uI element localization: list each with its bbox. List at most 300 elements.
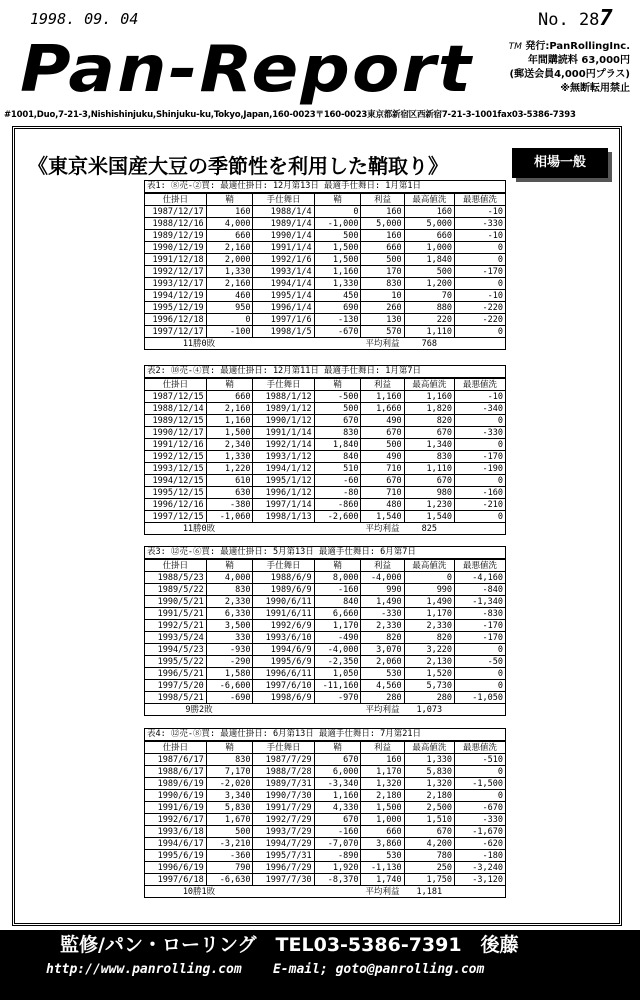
table-cell: 1,170 xyxy=(404,608,454,620)
summary-blank xyxy=(253,704,361,716)
table-cell: 5,000 xyxy=(361,218,404,230)
table-cell: 660 xyxy=(206,391,253,403)
average-profit-value: 1,073 xyxy=(416,704,443,715)
table-cell: 0 xyxy=(455,668,505,680)
table-cell: 1994/12/19 xyxy=(145,290,206,302)
column-header: 最悪値洗 xyxy=(455,742,505,754)
column-header: 手仕舞日 xyxy=(253,379,314,391)
table-row xyxy=(145,403,505,415)
table-cell: 670 xyxy=(314,415,361,427)
table-cell: -1,050 xyxy=(455,692,505,704)
table-cell: 660 xyxy=(361,826,404,838)
table-cell: 1993/7/29 xyxy=(253,826,314,838)
table-cell: 1988/6/9 xyxy=(253,572,314,584)
table-cell: 0 xyxy=(455,254,505,266)
table-cell: 2,130 xyxy=(404,656,454,668)
table-cell: 830 xyxy=(314,427,361,439)
spread-table-4 xyxy=(144,728,506,898)
table-cell: -1,000 xyxy=(314,218,361,230)
table-cell: 1993/12/15 xyxy=(145,463,206,475)
summary-row xyxy=(145,523,505,535)
table-cell: -2,350 xyxy=(314,656,361,668)
table-cell: 2,060 xyxy=(361,656,404,668)
table-row xyxy=(145,850,505,862)
table-cell: 1994/6/17 xyxy=(145,838,206,850)
table-cell: 0 xyxy=(206,314,253,326)
table-cell: 280 xyxy=(404,692,454,704)
table-cell: -190 xyxy=(455,463,505,475)
table-cell: 5,830 xyxy=(404,766,454,778)
table-cell: -170 xyxy=(455,632,505,644)
table-cell: 1,330 xyxy=(206,266,253,278)
win-loss-record: 11勝0敗 xyxy=(182,523,216,534)
table-cell: 130 xyxy=(361,314,404,326)
table-cell: 710 xyxy=(361,463,404,475)
table-cell: -970 xyxy=(314,692,361,704)
summary-blank xyxy=(455,523,505,535)
table-cell: 1996/6/19 xyxy=(145,862,206,874)
table-cell: 1990/6/19 xyxy=(145,790,206,802)
table-cell: 1996/5/21 xyxy=(145,668,206,680)
table-cell: 1988/1/4 xyxy=(253,206,314,218)
table-cell: 1993/12/17 xyxy=(145,278,206,290)
table-cell: 610 xyxy=(206,475,253,487)
table-cell: 500 xyxy=(404,266,454,278)
table-cell: 160 xyxy=(361,754,404,766)
table-cell: -160 xyxy=(455,487,505,499)
table-row xyxy=(145,778,505,790)
table-cell: 1996/12/16 xyxy=(145,499,206,511)
table-cell: 1992/1/6 xyxy=(253,254,314,266)
table-row xyxy=(145,596,505,608)
table-cell: -6,600 xyxy=(206,680,253,692)
table-cell: -930 xyxy=(206,644,253,656)
table-cell: 1991/12/18 xyxy=(145,254,206,266)
table-row xyxy=(145,608,505,620)
average-profit-value: 825 xyxy=(421,523,438,534)
supervision-line: 監修/パン・ローリング TEL03-5386-7391 後藤 xyxy=(60,934,519,956)
table-cell: 1996/12/18 xyxy=(145,314,206,326)
table-cell: 1,820 xyxy=(404,403,454,415)
table-cell: 1,500 xyxy=(314,242,361,254)
table-cell: 1,750 xyxy=(404,874,454,886)
table-cell: 1992/5/21 xyxy=(145,620,206,632)
table-cell: 1992/6/9 xyxy=(253,620,314,632)
table-cell: 2,340 xyxy=(206,439,253,451)
table-cell: 3,220 xyxy=(404,644,454,656)
column-header: 最高値洗 xyxy=(404,379,454,391)
table-cell: -2,020 xyxy=(206,778,253,790)
win-loss-record: 10勝1敗 xyxy=(182,886,216,897)
table-cell: 1994/1/4 xyxy=(253,278,314,290)
column-header: 鞘 xyxy=(206,742,253,754)
table-row xyxy=(145,218,505,230)
table-cell: -10 xyxy=(455,290,505,302)
table-row xyxy=(145,451,505,463)
table-cell: 2,500 xyxy=(404,802,454,814)
table-cell: 0 xyxy=(455,475,505,487)
table-cell: 1990/12/19 xyxy=(145,242,206,254)
table-cell: 880 xyxy=(404,302,454,314)
table-row xyxy=(145,754,505,766)
table-cell: 980 xyxy=(404,487,454,499)
table-cell: 1,330 xyxy=(314,278,361,290)
table-row xyxy=(145,439,505,451)
table-cell: 1,580 xyxy=(206,668,253,680)
column-header: 手仕舞日 xyxy=(253,742,314,754)
table-cell: 1995/5/22 xyxy=(145,656,206,668)
column-header: 仕掛日 xyxy=(145,194,206,206)
table-row xyxy=(145,266,505,278)
table-cell: 1997/1/6 xyxy=(253,314,314,326)
table-cell: -830 xyxy=(455,608,505,620)
table-cell: 1,160 xyxy=(361,391,404,403)
table-cell: 1993/5/24 xyxy=(145,632,206,644)
table-cell: 0 xyxy=(455,326,505,338)
table-cell: 1994/12/15 xyxy=(145,475,206,487)
table-cell: 490 xyxy=(361,451,404,463)
table-cell: 1990/1/12 xyxy=(253,415,314,427)
table-cell: 1,000 xyxy=(361,814,404,826)
summary-row xyxy=(145,704,505,716)
table-cell: 1,110 xyxy=(404,463,454,475)
table-cell: 1,220 xyxy=(206,463,253,475)
table-row xyxy=(145,620,505,632)
table-cell: 1989/1/4 xyxy=(253,218,314,230)
summary-blank xyxy=(455,338,505,350)
table-cell: 1987/12/15 xyxy=(145,391,206,403)
table-row xyxy=(145,656,505,668)
table-cell: 660 xyxy=(404,230,454,242)
table-cell: -3,120 xyxy=(455,874,505,886)
table-cell: 1997/12/15 xyxy=(145,511,206,523)
table-cell: 4,000 xyxy=(206,218,253,230)
table-cell: 830 xyxy=(404,451,454,463)
table-cell: -380 xyxy=(206,499,253,511)
average-profit-value: 1,181 xyxy=(416,886,443,897)
table-cell: 1992/12/17 xyxy=(145,266,206,278)
summary-blank xyxy=(253,523,361,535)
table-cell: -330 xyxy=(455,427,505,439)
table-cell: 1,170 xyxy=(314,620,361,632)
table-cell: 1988/12/16 xyxy=(145,218,206,230)
table-cell: 1989/6/19 xyxy=(145,778,206,790)
table-cell: 1,330 xyxy=(206,451,253,463)
table-row xyxy=(145,814,505,826)
table-cell: 0 xyxy=(314,206,361,218)
table-cell: 840 xyxy=(314,596,361,608)
table-cell: 1989/1/12 xyxy=(253,403,314,415)
table-cell: 1994/5/23 xyxy=(145,644,206,656)
table-cell: 1,670 xyxy=(206,814,253,826)
column-header: 仕掛日 xyxy=(145,560,206,572)
table-cell: -170 xyxy=(455,266,505,278)
table-cell: 4,200 xyxy=(404,838,454,850)
table-cell: 0 xyxy=(455,511,505,523)
table-cell: 1,500 xyxy=(206,427,253,439)
table-cell: -890 xyxy=(314,850,361,862)
table-cell: 1,320 xyxy=(404,778,454,790)
table-row xyxy=(145,391,505,403)
article-title: 《東京米国産大豆の季節性を利用した鞘取り》 xyxy=(28,154,448,178)
average-profit-value: 768 xyxy=(421,338,438,349)
publisher-name: 発行:PanRollingInc. xyxy=(525,41,630,52)
table-cell: -3,210 xyxy=(206,838,253,850)
table-cell: 1998/1/13 xyxy=(253,511,314,523)
table-cell: 1,320 xyxy=(361,778,404,790)
table-cell: -330 xyxy=(455,218,505,230)
average-profit-label: 平均利益 xyxy=(365,704,400,715)
table-cell: 820 xyxy=(361,632,404,644)
table-cell: 1,540 xyxy=(404,511,454,523)
table-row xyxy=(145,499,505,511)
table-cell: 840 xyxy=(314,451,361,463)
email-link[interactable]: E-mail; goto@panrolling.com xyxy=(272,962,485,977)
table-cell: -330 xyxy=(361,608,404,620)
table-cell: -50 xyxy=(455,656,505,668)
table-cell: 1994/7/29 xyxy=(253,838,314,850)
table-cell: 1,490 xyxy=(361,596,404,608)
table-row xyxy=(145,766,505,778)
column-header: 最悪値洗 xyxy=(455,379,505,391)
column-header-row xyxy=(145,742,505,754)
table-cell: 2,330 xyxy=(361,620,404,632)
column-header: 鞘 xyxy=(314,379,361,391)
table-cell: 1993/6/10 xyxy=(253,632,314,644)
table-row xyxy=(145,314,505,326)
table-cell: -2,600 xyxy=(314,511,361,523)
table-cell: 500 xyxy=(361,254,404,266)
table-cell: 1,160 xyxy=(314,266,361,278)
table-cell: -210 xyxy=(455,499,505,511)
table-cell: 670 xyxy=(314,754,361,766)
table-row xyxy=(145,278,505,290)
table-cell: -10 xyxy=(455,206,505,218)
table-cell: 1996/1/4 xyxy=(253,302,314,314)
table-cell: 220 xyxy=(404,314,454,326)
table-cell: -100 xyxy=(206,326,253,338)
table-cell: 1991/6/19 xyxy=(145,802,206,814)
address-line: #1001,Duo,7-21-3,Nishishinjuku,Shinjuku-ku,Tokyo,Japan,160-0023〒160-0023東京都新宿区西新宿7-21-3-1001fax03-5386-7393 xyxy=(4,110,576,120)
table-caption: 表1: ⑧売-②買: 最適仕掛日: 12月第13日 最適手仕舞日: 1月第1日 xyxy=(145,181,505,193)
issue-number-suffix: 7 xyxy=(599,6,613,31)
table-cell: -220 xyxy=(455,302,505,314)
column-header: 最高値洗 xyxy=(404,194,454,206)
table-cell: 1991/12/16 xyxy=(145,439,206,451)
table-cell: 670 xyxy=(404,475,454,487)
average-profit-label: 平均利益 xyxy=(365,523,400,534)
table-cell: 0 xyxy=(455,242,505,254)
table-row xyxy=(145,206,505,218)
table-cell: -3,240 xyxy=(455,862,505,874)
table-cell: 1,840 xyxy=(404,254,454,266)
table-cell: -160 xyxy=(314,826,361,838)
table-cell: 1,510 xyxy=(404,814,454,826)
table-cell: -4,160 xyxy=(455,572,505,584)
table-cell: 160 xyxy=(361,230,404,242)
table-cell: 6,000 xyxy=(314,766,361,778)
column-header-row xyxy=(145,379,505,391)
column-header: 最悪値洗 xyxy=(455,194,505,206)
table-cell: 480 xyxy=(361,499,404,511)
table-cell: 4,330 xyxy=(314,802,361,814)
table-row xyxy=(145,862,505,874)
table-cell: 1,330 xyxy=(404,754,454,766)
table-cell: 3,860 xyxy=(361,838,404,850)
column-header: 手仕舞日 xyxy=(253,560,314,572)
table-cell: 0 xyxy=(455,644,505,656)
table-cell: 1988/1/12 xyxy=(253,391,314,403)
table-cell: 1992/12/15 xyxy=(145,451,206,463)
table-cell: 1990/5/21 xyxy=(145,596,206,608)
table-cell: 2,000 xyxy=(206,254,253,266)
table-cell: 530 xyxy=(361,668,404,680)
table-cell: -6,630 xyxy=(206,874,253,886)
table-row xyxy=(145,487,505,499)
table-cell: 1990/7/30 xyxy=(253,790,314,802)
table-cell: 1995/7/31 xyxy=(253,850,314,862)
table-cell: 160 xyxy=(361,206,404,218)
table-row xyxy=(145,838,505,850)
table-cell: 1988/5/23 xyxy=(145,572,206,584)
table-cell: 0 xyxy=(455,790,505,802)
table-cell: 3,070 xyxy=(361,644,404,656)
column-header: 利益 xyxy=(361,379,404,391)
contact-line xyxy=(46,962,484,977)
table-cell: 1995/12/15 xyxy=(145,487,206,499)
report-logo: Pan-Report xyxy=(20,33,474,107)
reprint-notice: ※無断転用禁止 xyxy=(560,83,630,94)
table-row xyxy=(145,427,505,439)
column-header-row xyxy=(145,194,505,206)
table-cell: 820 xyxy=(404,632,454,644)
table-cell: 1,500 xyxy=(314,254,361,266)
table-cell: 1997/5/20 xyxy=(145,680,206,692)
table-row xyxy=(145,644,505,656)
table-cell: 500 xyxy=(361,439,404,451)
column-header: 鞘 xyxy=(206,560,253,572)
table-cell: 2,180 xyxy=(404,790,454,802)
table-cell: -130 xyxy=(314,314,361,326)
table-cell: 1,000 xyxy=(404,242,454,254)
table-cell: 1995/12/19 xyxy=(145,302,206,314)
table-row xyxy=(145,668,505,680)
table-cell: 1988/7/28 xyxy=(253,766,314,778)
table-cell: -1,130 xyxy=(361,862,404,874)
table-cell: -1,060 xyxy=(206,511,253,523)
table-cell: 710 xyxy=(361,487,404,499)
column-header: 仕掛日 xyxy=(145,379,206,391)
table-cell: 1996/6/11 xyxy=(253,668,314,680)
column-header: 鞘 xyxy=(314,742,361,754)
table-cell: 1992/1/14 xyxy=(253,439,314,451)
table-caption: 表4: ⑫売-⑧買: 最適仕掛日: 6月第13日 最適手仕舞日: 7月第21日 xyxy=(145,729,505,741)
column-header: 鞘 xyxy=(314,560,361,572)
table-cell: 1,740 xyxy=(361,874,404,886)
average-profit-label: 平均利益 xyxy=(365,886,400,897)
table-cell: 2,330 xyxy=(206,596,253,608)
table-cell: 1998/5/21 xyxy=(145,692,206,704)
table-cell: 1,200 xyxy=(404,278,454,290)
table-row xyxy=(145,802,505,814)
table-cell: 5,830 xyxy=(206,802,253,814)
table-row xyxy=(145,415,505,427)
table-cell: 1989/5/22 xyxy=(145,584,206,596)
table-cell: 160 xyxy=(206,206,253,218)
website-link[interactable]: http://www.panrolling.com xyxy=(46,962,242,977)
table-cell: 1,160 xyxy=(404,391,454,403)
average-profit-label: 平均利益 xyxy=(365,338,400,349)
table-row xyxy=(145,463,505,475)
issue-date: 1998. 09. 04 xyxy=(30,10,139,28)
table-cell: -170 xyxy=(455,620,505,632)
table-cell: 1988/6/17 xyxy=(145,766,206,778)
table-cell: 4,000 xyxy=(206,572,253,584)
column-header-row xyxy=(145,560,505,572)
table-cell: 1991/6/11 xyxy=(253,608,314,620)
column-header: 利益 xyxy=(361,560,404,572)
win-loss-record: 11勝0敗 xyxy=(182,338,216,349)
publisher-line xyxy=(470,40,630,54)
table-row xyxy=(145,572,505,584)
table-cell: 1990/6/11 xyxy=(253,596,314,608)
table-cell: 500 xyxy=(314,230,361,242)
table-cell: 660 xyxy=(361,242,404,254)
table-cell: 1,490 xyxy=(404,596,454,608)
table-cell: 1,540 xyxy=(361,511,404,523)
table-cell: -4,000 xyxy=(361,572,404,584)
table-cell: -360 xyxy=(206,850,253,862)
table-cell: 0 xyxy=(455,680,505,692)
table-cell: -510 xyxy=(455,754,505,766)
table-cell: 1994/6/9 xyxy=(253,644,314,656)
table-cell: 1989/7/31 xyxy=(253,778,314,790)
table-cell: 1989/12/15 xyxy=(145,415,206,427)
column-header: 利益 xyxy=(361,742,404,754)
table-cell: 820 xyxy=(404,415,454,427)
table-cell: 1991/5/21 xyxy=(145,608,206,620)
table-cell: -860 xyxy=(314,499,361,511)
table-cell: 70 xyxy=(404,290,454,302)
table-cell: 1,340 xyxy=(404,439,454,451)
column-header: 仕掛日 xyxy=(145,742,206,754)
table-cell: -160 xyxy=(314,584,361,596)
column-header: 最悪値洗 xyxy=(455,560,505,572)
table-cell: 7,170 xyxy=(206,766,253,778)
spread-table-1 xyxy=(144,180,506,350)
table-cell: 1995/6/9 xyxy=(253,656,314,668)
table-cell: 670 xyxy=(404,826,454,838)
table-cell: 460 xyxy=(206,290,253,302)
table-cell: -1,500 xyxy=(455,778,505,790)
table-cell: 1993/6/18 xyxy=(145,826,206,838)
table-cell: 1,050 xyxy=(314,668,361,680)
table-row xyxy=(145,692,505,704)
table-cell: 2,160 xyxy=(206,242,253,254)
table-cell: 950 xyxy=(206,302,253,314)
table-cell: 0 xyxy=(455,766,505,778)
table-cell: 0 xyxy=(404,572,454,584)
table-cell: 570 xyxy=(361,326,404,338)
table-cell: -1,340 xyxy=(455,596,505,608)
table-cell: 1987/6/17 xyxy=(145,754,206,766)
table-cell: -7,070 xyxy=(314,838,361,850)
table-cell: -840 xyxy=(455,584,505,596)
column-header: 最高値洗 xyxy=(404,560,454,572)
table-cell: 0 xyxy=(455,278,505,290)
table-cell: 1997/7/30 xyxy=(253,874,314,886)
table-caption: 表2: ⑩売-④買: 最適仕掛日: 12月第11日 最適手仕舞日: 1月第7日 xyxy=(145,366,505,378)
